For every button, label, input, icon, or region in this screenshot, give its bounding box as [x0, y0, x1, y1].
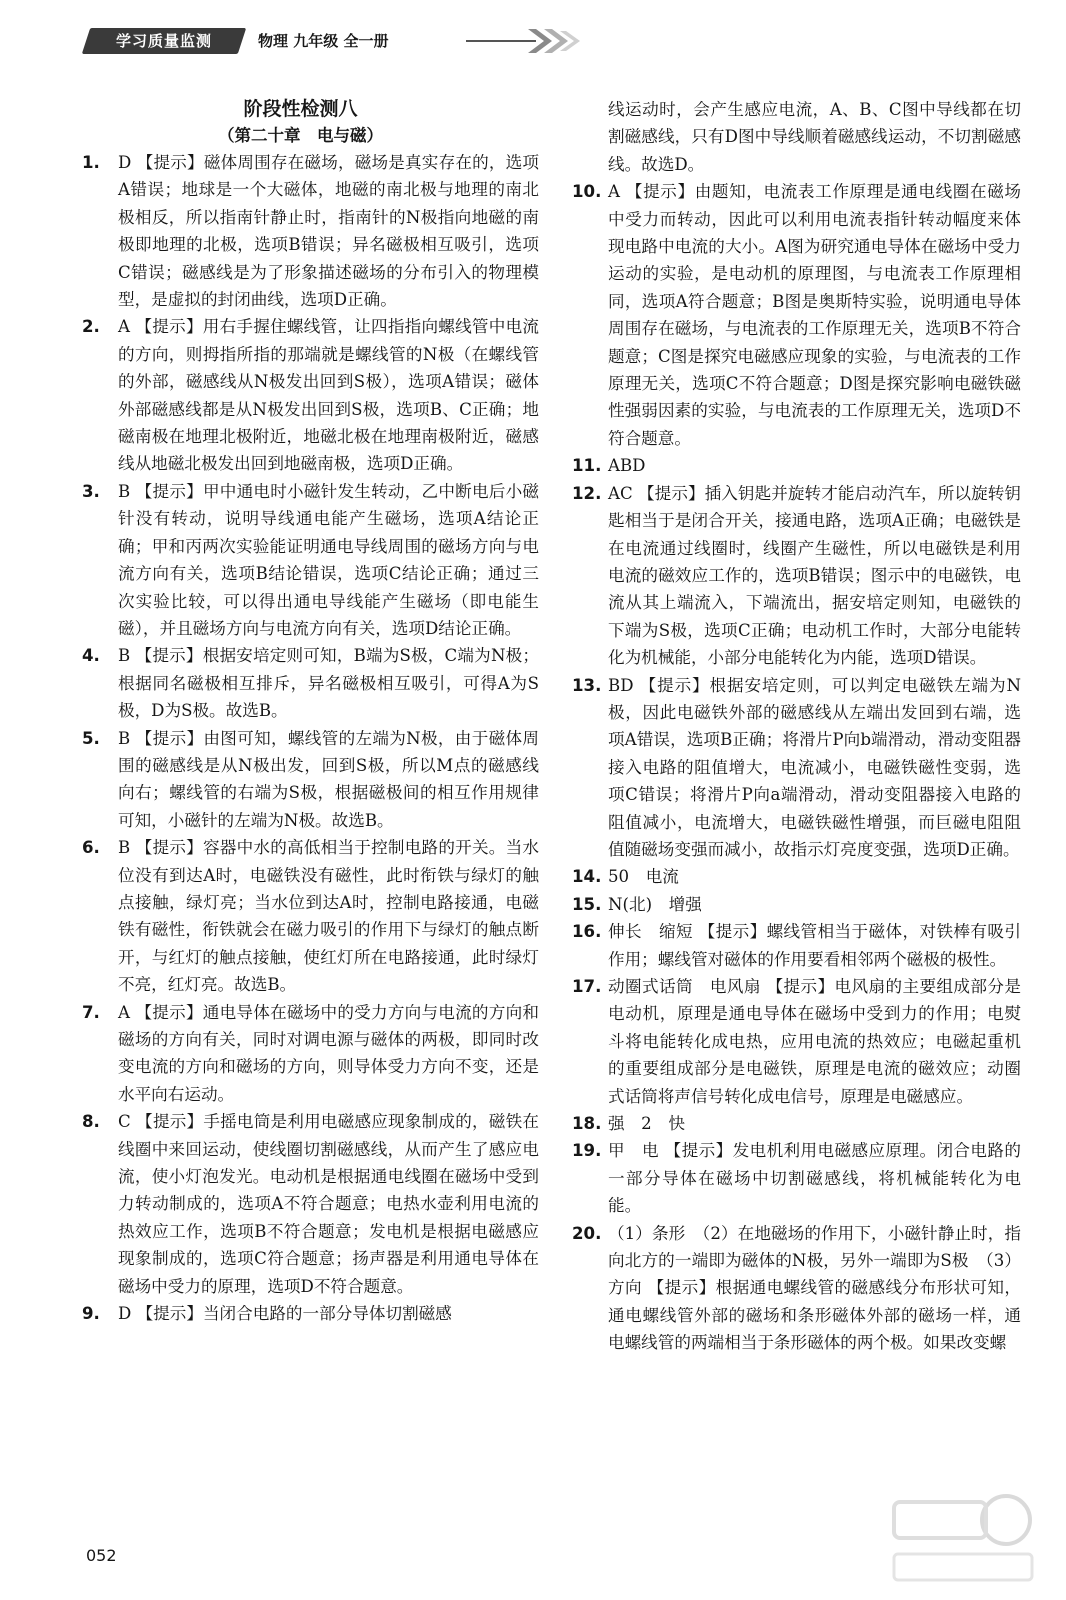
answer-text: 线运动时，会产生感应电流，A、B、C图中导线都在切割磁感线，只有D图中导线顺着磁感线运动，不切割磁感线。故选D。	[608, 100, 1021, 174]
watermark-logo	[888, 1480, 1038, 1590]
answer-text: B 【提示】容器中水的高低相当于控制电路的开关。当水位没有到达A时，电磁铁没有磁性，此时衔铁与绿灯的触点接触，绿灯亮；当水位到达A时，控制电路接通，电磁铁有磁性，衔铁就会在磁力吸引的作用下与绿灯的触点断开，与红灯的触点接触，使红灯所在电路接通，此时绿灯不亮，红灯亮。故选B。	[118, 838, 539, 995]
chevron-arrows-icon	[466, 26, 584, 56]
answer-item	[572, 1220, 1021, 1357]
answer-number: 1.	[82, 153, 100, 172]
answer-text: B 【提示】由图可知，螺线管的左端为N极，由于磁体周围的磁感线是从N极出发，回到S极，所以M点的磁感线向右；螺线管的右端为S极，根据磁极间的相互作用规律可知，小磁针的左端为N极。故选B。	[118, 728, 539, 830]
answer-text: A 【提示】由题知，电流表工作原理是通电线圈在磁场中受力而转动，因此可以利用电流表指针转动幅度来体现电路中电流的大小。A图为研究通电导体在磁场中受力运动的实验，是电动机的原理图，与电流表工作原理相同，选项A符合题意；B图是奥斯特实验，说明通电导体周围存在磁场，与电流表的工作原理无关，选项B不符合题意；C图是探究电磁感应现象的实验，与电流表的工作原理无关，选项C不符合题意；D图是探究影响电磁铁磁性强弱因素的实验，与电流表的工作原理无关，选项D不符合题意。	[608, 182, 1021, 448]
answer-item	[572, 178, 1021, 452]
answer-number: 2.	[82, 317, 100, 337]
answer-text: AC 【提示】插入钥匙并旋转才能启动汽车，所以旋转钥匙相当于是闭合开关，接通电路，选项A正确；电磁铁是在电流通过线圈时，线圈产生磁性，所以电磁铁是利用电流的磁效应工作的，选项B错误；图示中的电磁铁，电流从其上端流入，下端流出，据安培定则知，电磁铁的下端为S极，选项C正确；电动机工作时，大部分电能转化为机械能，小部分电能转化为内能，选项D错误。	[608, 483, 1021, 668]
answer-number: 11.	[572, 456, 602, 476]
answer-item	[572, 96, 1021, 178]
answer-number: 15.	[572, 894, 602, 914]
answer-item	[572, 863, 1021, 890]
answer-item	[572, 672, 1021, 864]
answer-text: C 【提示】手摇电筒是利用电磁感应现象制成的，磁铁在线圈中来回运动，使线圈切割磁感线，从而产生了感应电流，使小灯泡发光。电动机是根据通电线圈在磁场中受到力转动制成的，选项A不符合题意；电热水壶利用电流的热效应工作，选项B不符合题意；发电机是根据电磁感应现象制成的，选项C符合题意；扬声器是利用通电导体在磁场中受力的原理，选项D不符合题意。	[118, 1112, 539, 1296]
answer-item	[572, 918, 1021, 973]
answer-item	[572, 480, 1021, 672]
answer-item	[82, 149, 539, 313]
answer-text: （1）条形 （2）在地磁场的作用下，小磁针静止时，指向北方的一端即为磁体的N极，另外一端即为S极 （3）方向 【提示】根据通电螺线管的磁感线分布形状可知，通电螺线管外部的磁场和条形磁体外部的磁场一样，通电螺线管的两端相当于条形磁体的两个极。如果改变螺	[608, 1223, 1021, 1353]
answer-number: 7.	[82, 1002, 100, 1022]
answer-text: D 【提示】当闭合电路的一部分导体切割磁感	[118, 1304, 452, 1324]
answer-text: N(北) 增强	[608, 894, 702, 914]
answer-text: A 【提示】用右手握住螺线管，让四指指向螺线管中电流的方向，则拇指所指的那端就是螺线管的N极（在螺线管的外部，磁感线从N极发出回到S极），选项A错误；磁体外部磁感线都是从N极发出回到S极，选项B、C正确；地磁南极在地理北极附近，地磁北极在地理南极附近，磁感线从地磁北极发出回到地磁南极，选项D正确。	[118, 317, 539, 474]
answer-text: B 【提示】根据安培定则可知，B端为S极，C端为N极；根据同名磁极相互排斥，异名磁极相互吸引，可得A为S极，D为S极。故选B。	[118, 646, 539, 721]
answer-item	[572, 1137, 1021, 1219]
answer-number: 3.	[82, 481, 100, 501]
answer-text: B 【提示】甲中通电时小磁针发生转动，乙中断电后小磁针没有转动，说明导线通电能产生磁场，选项A结论正确；甲和丙两次实验能证明通电导线周围的磁场方向与电流方向有关，选项B结论错误，选项C结论正确；通过三次实验比较，可以得出通电导线能产生磁场（即电能生磁），并且磁场方向与电流方向有关，选项D结论正确。	[118, 481, 539, 638]
section-subtitle: （第二十章 电与磁）	[218, 126, 383, 145]
answer-item	[82, 1108, 539, 1300]
right-answer-list	[572, 96, 1021, 1357]
answer-number: 8.	[82, 1112, 100, 1132]
answer-text: 伸长 缩短 【提示】螺线管相当于磁体，对铁棒有吸引作用；螺线管对磁体的作用要看相邻两个磁极的极性。	[608, 922, 1021, 969]
answer-item	[82, 834, 539, 998]
answer-text: 强 2 快	[608, 1114, 685, 1134]
answer-text: 动圈式话筒 电风扇 【提示】电风扇的主要组成部分是电动机，原理是通电导体在磁场中受到力的作用；电熨斗将电能转化成电热，应用电流的热效应；电磁起重机的重要组成部分是电磁铁，原理是电流的磁效应；动圈式话筒将声信号转化成电信号，原理是电磁感应。	[608, 977, 1021, 1106]
answer-text: 甲 电 【提示】发电机利用电磁感应原理。闭合电路的一部分导体在磁场中切割磁感线，将机械能转化为电能。	[608, 1141, 1021, 1216]
section-title: 阶段性检测八	[243, 98, 358, 120]
answer-text: ABD	[608, 456, 646, 476]
answer-item	[572, 891, 1021, 918]
answer-number: 20.	[572, 1223, 602, 1243]
page-header	[86, 22, 506, 62]
left-answer-list	[82, 149, 539, 1327]
answer-text: D 【提示】磁体周围存在磁场，磁场是真实存在的，选项A错误；地球是一个大磁体，地磁的南北极与地理的南北极相反，所以指南针静止时，指南针的N极指向地磁的南极即地理的北极，选项B错误；异名磁极相互吸引，选项C错误；磁感线是为了形象描述磁场的分布引入的物理模型，是虚拟的封闭曲线，选项D正确。	[118, 153, 539, 310]
answer-item	[82, 313, 539, 477]
answer-number: 18.	[572, 1114, 602, 1134]
page-number: 052	[86, 1546, 117, 1565]
answer-item	[82, 1300, 539, 1327]
answer-item	[82, 478, 539, 642]
answer-item	[82, 999, 539, 1109]
answer-number: 4.	[82, 646, 100, 666]
right-column	[572, 96, 1021, 1357]
answer-number: 16.	[572, 922, 602, 942]
answer-number: 5.	[82, 728, 100, 748]
answer-item	[82, 642, 539, 724]
answer-item	[572, 452, 1021, 479]
answer-item	[82, 725, 539, 835]
header-badge	[82, 28, 246, 54]
answer-number: 14.	[572, 867, 602, 887]
answer-number: 17.	[572, 977, 602, 996]
answer-number: 9.	[82, 1304, 100, 1324]
answer-number: 12.	[572, 483, 602, 503]
header-subtitle: 物理 九年级 全一册	[258, 32, 389, 50]
left-column	[82, 96, 539, 1327]
answer-text: 50 电流	[608, 867, 679, 887]
answer-text: BD 【提示】根据安培定则，可以判定电磁铁左端为N极，因此电磁铁外部的磁感线从左端出发回到右端，选项A错误，选项B正确；将滑片P向b端滑动，滑动变阻器接入电路的阻值增大，电流减小，电磁铁磁性变弱，选项C错误；将滑片P向a端滑动，滑动变阻器接入电路的阻值减小，电流增大，电磁铁磁性增强，而巨磁电阻阻值随磁场变强而减小，故指示灯亮度变强，选项D正确。	[608, 675, 1021, 859]
answer-item	[572, 973, 1021, 1110]
answer-number: 10.	[572, 182, 602, 202]
answer-text: A 【提示】通电导体在磁场中的受力方向与电流的方向和磁场的方向有关，同时对调电源与磁体的两极，即同时改变电流的方向和磁场的方向，则导体受力方向不变，还是水平向右运动。	[118, 1002, 539, 1104]
answer-number: 19.	[572, 1141, 602, 1161]
answer-item	[572, 1110, 1021, 1137]
header-badge-label: 学习质量监测	[115, 32, 212, 50]
answer-number: 13.	[572, 675, 602, 695]
answer-number: 6.	[82, 838, 100, 858]
